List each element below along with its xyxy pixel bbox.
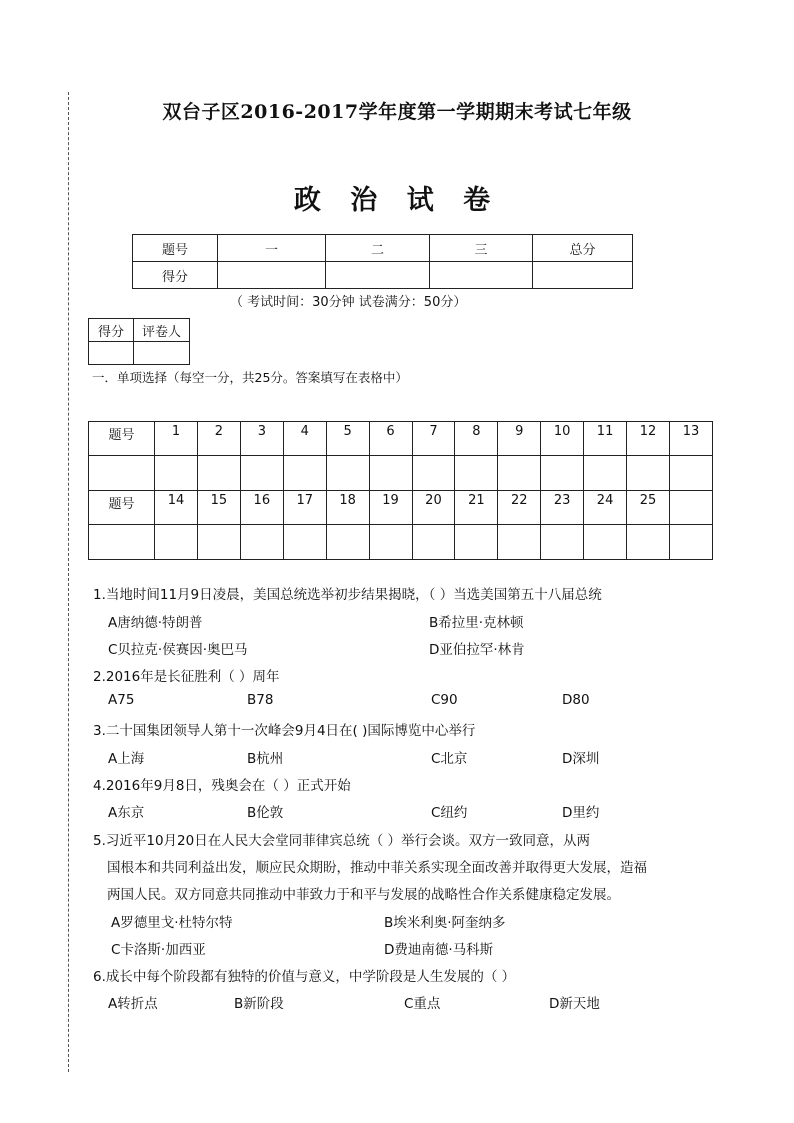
answer-input-cell[interactable]	[541, 456, 584, 491]
question-text-continued: 国根本和共同利益出发，顺应民众期盼，推动中菲关系实现全面改善并取得更大发展，造福	[107, 860, 647, 876]
answer-input-cell[interactable]	[197, 525, 240, 560]
question-number-cell: 7	[412, 422, 455, 456]
answer-input-cell[interactable]	[197, 456, 240, 491]
answer-table	[88, 421, 713, 560]
question-text: 1.当地时间11月9日凌晨，美国总统选举初步结果揭晓，（ ）当选美国第五十八届总统	[93, 587, 602, 603]
grader-table	[88, 318, 190, 365]
exam-info: （ 考试时间：30分钟 试卷满分：50分）	[230, 295, 467, 310]
answer-input-cell[interactable]	[240, 525, 283, 560]
answer-input-cell[interactable]	[155, 456, 198, 491]
answer-input-cell[interactable]	[326, 525, 369, 560]
answer-input-cell[interactable]	[627, 456, 670, 491]
answer-input-cell[interactable]	[283, 525, 326, 560]
question-number-cell	[669, 491, 712, 525]
answer-input-cell[interactable]	[240, 456, 283, 491]
grader-score-cell[interactable]	[89, 342, 134, 365]
grader-name-cell[interactable]	[134, 342, 190, 365]
question-number-cell: 24	[584, 491, 627, 525]
question-text-continued: 两国人民。双方同意共同推动中菲致力于和平与发展的战略性合作关系健康稳定发展。	[107, 887, 620, 903]
answer-input-cell[interactable]	[627, 525, 670, 560]
score-input-cell[interactable]	[326, 262, 430, 289]
answer-option: B希拉里·克林顿	[429, 615, 524, 631]
question-number-cell: 22	[498, 491, 541, 525]
question-number-cell: 19	[369, 491, 412, 525]
question-number-cell: 2	[197, 422, 240, 456]
score-input-cell[interactable]	[430, 262, 533, 289]
answer-option: A转折点	[108, 996, 158, 1012]
score-summary-table	[132, 234, 633, 289]
exam-subtitle: 政 治 试 卷	[293, 185, 501, 216]
answer-input-cell[interactable]	[584, 456, 627, 491]
question-number-cell: 25	[627, 491, 670, 525]
answer-row-label-cell	[89, 525, 155, 560]
answer-input-cell[interactable]	[498, 525, 541, 560]
score-header-cell: 总分	[533, 235, 633, 262]
question-number-cell: 17	[283, 491, 326, 525]
answer-input-cell[interactable]	[369, 456, 412, 491]
answer-option: C北京	[431, 751, 468, 767]
question-number-cell: 6	[369, 422, 412, 456]
answer-option: D亚伯拉罕·林肯	[429, 642, 525, 658]
answer-option: D新天地	[549, 996, 600, 1012]
answer-option: D80	[562, 692, 590, 708]
answer-option: C90	[431, 692, 458, 708]
question-number-cell: 10	[541, 422, 584, 456]
question-number-cell: 14	[155, 491, 198, 525]
answer-input-cell[interactable]	[455, 525, 498, 560]
score-header-cell: 三	[430, 235, 533, 262]
answer-input-cell[interactable]	[412, 525, 455, 560]
question-number-cell: 20	[412, 491, 455, 525]
answer-input-cell[interactable]	[283, 456, 326, 491]
answer-option: B埃米利奥·阿奎纳多	[384, 915, 506, 931]
answer-input-cell[interactable]	[498, 456, 541, 491]
question-number-cell: 8	[455, 422, 498, 456]
answer-option: C卡洛斯·加西亚	[111, 942, 206, 958]
answer-row-label-cell	[89, 456, 155, 491]
question-number-cell: 9	[498, 422, 541, 456]
answer-option: A75	[108, 692, 135, 708]
answer-input-cell[interactable]	[455, 456, 498, 491]
answer-option: C贝拉克·侯赛因·奥巴马	[108, 642, 248, 658]
question-text: 2.2016年是长征胜利（ ）周年	[93, 669, 280, 685]
answer-option: A罗德里戈·杜特尔特	[111, 915, 233, 931]
answer-input-cell[interactable]	[326, 456, 369, 491]
answer-option: C纽约	[431, 805, 468, 821]
question-number-cell: 11	[584, 422, 627, 456]
score-header-cell: 二	[326, 235, 430, 262]
question-text: 6.成长中每个阶段都有独特的价值与意义，中学阶段是人生发展的（ ）	[93, 969, 516, 985]
answer-option: C重点	[404, 996, 441, 1012]
score-row-label: 得分	[133, 262, 218, 289]
question-number-cell: 13	[669, 422, 712, 456]
score-input-cell[interactable]	[218, 262, 326, 289]
answer-table-label: 题号	[89, 491, 155, 525]
exam-title: 双台子区2016-2017学年度第一学期期末考试七年级	[162, 101, 632, 123]
answer-option: A唐纳德·特朗普	[108, 615, 203, 631]
answer-table-label: 题号	[89, 422, 155, 456]
question-text: 4.2016年9月8日，残奥会在（ ）正式开始	[93, 778, 351, 794]
answer-option: A东京	[108, 805, 145, 821]
question-number-cell: 5	[326, 422, 369, 456]
answer-option: D费迪南德·马科斯	[384, 942, 494, 958]
answer-option: B新阶段	[234, 996, 284, 1012]
question-number-cell: 23	[541, 491, 584, 525]
section-heading: 一．单项选择（每空一分，共25分。答案填写在表格中）	[92, 370, 408, 385]
score-header-cell: 一	[218, 235, 326, 262]
question-number-cell: 1	[155, 422, 198, 456]
answer-option: A上海	[108, 751, 145, 767]
score-header-cell: 题号	[133, 235, 218, 262]
question-number-cell: 21	[455, 491, 498, 525]
question-text: 5.习近平10月20日在人民大会堂同菲律宾总统（ ）举行会谈。双方一致同意，从两	[93, 833, 591, 849]
answer-option: B杭州	[247, 751, 284, 767]
answer-option: B78	[247, 692, 274, 708]
answer-input-cell[interactable]	[584, 525, 627, 560]
answer-input-cell[interactable]	[155, 525, 198, 560]
score-input-cell[interactable]	[533, 262, 633, 289]
answer-option: D深圳	[562, 751, 600, 767]
question-number-cell: 15	[197, 491, 240, 525]
question-number-cell: 12	[627, 422, 670, 456]
answer-input-cell[interactable]	[541, 525, 584, 560]
answer-input-cell[interactable]	[369, 525, 412, 560]
question-number-cell: 18	[326, 491, 369, 525]
grader-name-label: 评卷人	[134, 319, 190, 342]
answer-option: B伦敦	[247, 805, 284, 821]
binding-dashed-line	[68, 92, 69, 1072]
answer-input-cell[interactable]	[412, 456, 455, 491]
question-number-cell: 4	[283, 422, 326, 456]
grader-score-label: 得分	[89, 319, 134, 342]
answer-option: D里约	[562, 805, 600, 821]
question-number-cell: 16	[240, 491, 283, 525]
answer-input-cell[interactable]	[669, 456, 712, 491]
question-text: 3.二十国集团领导人第十一次峰会9月4日在( )国际博览中心举行	[93, 723, 476, 739]
question-number-cell: 3	[240, 422, 283, 456]
answer-input-cell[interactable]	[669, 525, 712, 560]
